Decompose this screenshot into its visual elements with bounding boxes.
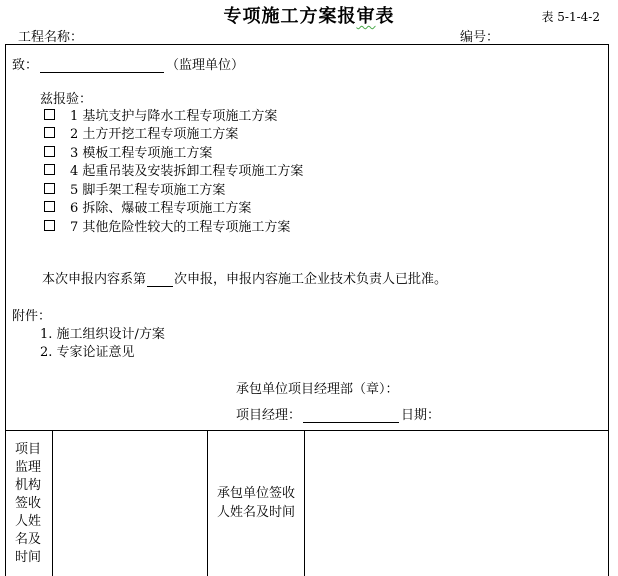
project-name-label: 工程名称： [18,30,84,45]
manager-row [236,404,440,423]
attachment-item: 1. 施工组织设计/方案 [40,327,165,342]
project-name-field[interactable] [85,31,267,45]
attachment-item: 2. 专家论证意见 [40,345,135,360]
option-checkbox[interactable] [44,220,55,231]
table-divider [207,431,208,576]
contractor-dept-label: 承包单位项目经理部（章）： [236,382,399,397]
option-item[interactable] [44,105,303,124]
option-checkbox[interactable] [44,146,55,157]
option-label: 6 拆除、爆破工程专项施工方案 [70,201,252,217]
statement-prefix: 本次申报内容系第 [42,272,147,287]
addressee-row [12,54,244,73]
contractor-signee-label: 承包单位签收人姓名及时间 [217,486,296,520]
code-label: 编号： [460,30,500,45]
title-audit-char: 审 [356,6,376,27]
title-suffix: 表 [375,6,395,27]
attachments-label: 附件： [12,309,52,324]
signature-table [5,430,609,576]
project-name-row [18,26,267,45]
submission-statement [42,268,447,287]
option-item[interactable] [44,216,303,235]
to-label: 致： [12,58,39,73]
submission-options [44,105,303,235]
option-checkbox[interactable] [44,164,55,175]
option-item[interactable] [44,161,303,180]
date-label: 日期： [401,408,441,423]
option-label: 3 模板工程专项施工方案 [70,145,213,161]
option-label: 7 其他危险性较大的工程专项施工方案 [70,219,291,235]
option-label: 5 脚手架工程专项施工方案 [70,182,226,198]
table-number: 表 5-1-4-2 [541,10,600,24]
contractor-signature-cell[interactable] [305,431,609,576]
option-item[interactable] [44,179,303,198]
option-label: 4 起重吊装及安装拆卸工程专项施工方案 [70,164,304,180]
supervisor-unit-label: （监理单位） [166,58,245,73]
option-checkbox[interactable] [44,201,55,212]
form-title [0,2,618,28]
option-checkbox[interactable] [44,183,55,194]
manager-label: 项目经理： [236,408,302,423]
supervisor-unit-field[interactable] [40,59,164,73]
option-item[interactable] [44,198,303,217]
submission-count-field[interactable] [147,273,173,287]
supervisor-signee-label: 项目监理机构签收人姓名及时间 [15,442,42,565]
option-label: 2 土方开挖工程专项施工方案 [70,127,239,143]
option-item[interactable] [44,142,303,161]
option-checkbox[interactable] [44,109,55,120]
statement-suffix: 次申报，申报内容施工企业技术负责人已批准。 [174,272,448,287]
title-prefix: 专项施工方案报 [223,6,357,27]
attachments-list [40,323,165,359]
submission-label: 兹报验： [40,92,93,107]
option-item[interactable] [44,124,303,143]
option-label: 1 基坑支护与降水工程专项施工方案 [70,108,278,124]
manager-field[interactable] [303,409,399,423]
option-checkbox[interactable] [44,127,55,138]
supervisor-signature-cell[interactable] [53,431,207,576]
